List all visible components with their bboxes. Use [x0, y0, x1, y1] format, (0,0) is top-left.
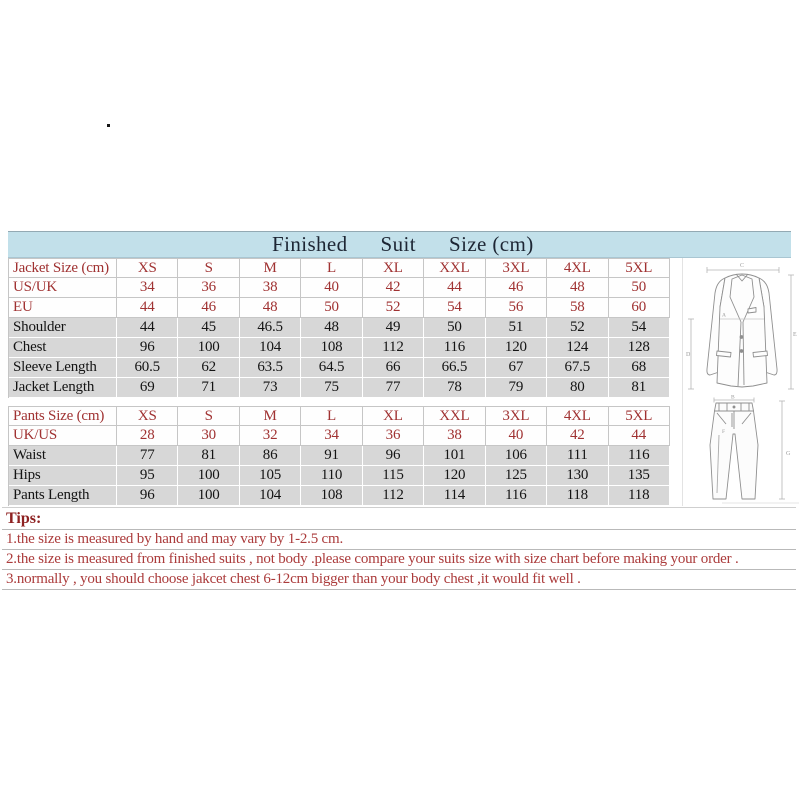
tip-item: 3.normally , you should choose jakcet chest 6-12cm bigger than your body chest ,it would fit well .: [2, 570, 796, 590]
pants-line-drawing-icon: [687, 393, 799, 509]
row-label: Pants Length: [9, 486, 117, 506]
table-cell: 112: [363, 486, 424, 506]
table-cell: 80: [547, 378, 608, 398]
table-cell: 75: [301, 378, 362, 398]
title-word: Finished: [272, 232, 348, 256]
jacket-size-table: [8, 258, 670, 398]
table-cell: 116: [424, 338, 485, 358]
table-cell: 60: [609, 298, 670, 318]
table-cell: 50: [609, 278, 670, 298]
table-cell: 34: [117, 278, 178, 298]
table-cell: 100: [178, 338, 239, 358]
table-cell: 100: [178, 466, 239, 486]
table-cell: 78: [424, 378, 485, 398]
table-cell: 66.5: [424, 358, 485, 378]
table-cell: 110: [301, 466, 362, 486]
table-cell: 30: [178, 426, 239, 446]
table-row: [9, 486, 670, 506]
row-label: US/UK: [9, 278, 117, 298]
table-cell: 42: [547, 426, 608, 446]
jacket-length-label: E: [793, 332, 797, 338]
table-cell: 96: [117, 486, 178, 506]
table-cell: 100: [178, 486, 239, 506]
suit-jacket-line-drawing-icon: [686, 259, 798, 396]
table-cell: 77: [363, 378, 424, 398]
jacket-shoulder-label: C: [740, 263, 745, 269]
table-cell: 40: [301, 278, 362, 298]
pants-length-label: G: [786, 451, 791, 457]
table-cell: 46: [178, 298, 239, 318]
table-cell: 4XL: [547, 258, 608, 278]
table-cell: 54: [424, 298, 485, 318]
table-cell: 28: [117, 426, 178, 446]
table-cell: 40: [486, 426, 547, 446]
table-cell: 44: [117, 298, 178, 318]
table-row: [9, 258, 670, 278]
table-row: [9, 378, 670, 398]
table-cell: 5XL: [609, 406, 670, 426]
table-cell: S: [178, 258, 239, 278]
table-cell: 86: [240, 446, 301, 466]
table-cell: 112: [363, 338, 424, 358]
table-cell: 115: [363, 466, 424, 486]
illustration-column-divider: [682, 258, 683, 506]
row-label: Jacket Length: [9, 378, 117, 398]
table-cell: 118: [547, 486, 608, 506]
jacket-chest-label: A: [722, 312, 726, 319]
title-word: Size (cm): [449, 232, 534, 256]
table-cell: 77: [117, 446, 178, 466]
table-cell: 116: [609, 446, 670, 466]
table-cell: 42: [363, 278, 424, 298]
table-cell: S: [178, 406, 239, 426]
table-row: [9, 406, 670, 426]
table-cell: XXL: [424, 258, 485, 278]
table-cell: 135: [609, 466, 670, 486]
image-speck: [107, 124, 110, 127]
table-cell: 36: [178, 278, 239, 298]
tips-heading: Tips:: [2, 507, 796, 530]
table-cell: 52: [363, 298, 424, 318]
title-word: Suit: [380, 232, 416, 256]
table-cell: 64.5: [301, 358, 362, 378]
table-cell: 125: [486, 466, 547, 486]
pants-waist-label: B: [731, 394, 735, 401]
size-chart-title-bar: [8, 232, 791, 258]
table-cell: 38: [424, 426, 485, 446]
table-cell: 4XL: [547, 406, 608, 426]
table-cell: 56: [486, 298, 547, 318]
table-cell: 5XL: [609, 258, 670, 278]
table-cell: 3XL: [486, 406, 547, 426]
table-cell: XL: [363, 406, 424, 426]
row-label: Shoulder: [9, 318, 117, 338]
row-label: Waist: [9, 446, 117, 466]
pants-pocket-label: F: [722, 429, 726, 435]
table-cell: 104: [240, 486, 301, 506]
table-cell: 34: [301, 426, 362, 446]
table-cell: 79: [486, 378, 547, 398]
table-cell: 63.5: [240, 358, 301, 378]
tips-section: [2, 507, 796, 590]
table-cell: 71: [178, 378, 239, 398]
table-cell: 69: [117, 378, 178, 398]
table-cell: 51: [486, 318, 547, 338]
table-row: [9, 466, 670, 486]
table-cell: 67: [486, 358, 547, 378]
table-cell: 101: [424, 446, 485, 466]
table-row: [9, 358, 670, 378]
table-cell: 95: [117, 466, 178, 486]
table-cell: 68: [609, 358, 670, 378]
table-cell: 128: [609, 338, 670, 358]
table-cell: 54: [609, 318, 670, 338]
table-cell: 44: [424, 278, 485, 298]
table-cell: 130: [547, 466, 608, 486]
table-cell: XXL: [424, 406, 485, 426]
tip-item: 1.the size is measured by hand and may vary by 1-2.5 cm.: [2, 530, 796, 550]
table-cell: XS: [117, 406, 178, 426]
table-cell: 120: [486, 338, 547, 358]
table-cell: 73: [240, 378, 301, 398]
table-cell: 67.5: [547, 358, 608, 378]
table-cell: 50: [424, 318, 485, 338]
table-cell: 106: [486, 446, 547, 466]
table-cell: M: [240, 406, 301, 426]
table-cell: M: [240, 258, 301, 278]
table-cell: 118: [609, 486, 670, 506]
tip-item: 2.the size is measured from finished suits , not body .please compare your suits size with size chart before making your order .: [2, 550, 796, 570]
table-cell: 44: [117, 318, 178, 338]
table-cell: L: [301, 258, 362, 278]
table-cell: 96: [117, 338, 178, 358]
row-label: EU: [9, 298, 117, 318]
tips-list: [2, 530, 796, 590]
table-cell: 96: [363, 446, 424, 466]
table-cell: 48: [240, 298, 301, 318]
table-cell: L: [301, 406, 362, 426]
jacket-left-label: D: [686, 352, 691, 358]
table-cell: 81: [178, 446, 239, 466]
table-row: [9, 446, 670, 466]
page-title: [272, 232, 534, 257]
table-cell: 46: [486, 278, 547, 298]
row-label: UK/US: [9, 426, 117, 446]
table-cell: 62: [178, 358, 239, 378]
table-cell: XS: [117, 258, 178, 278]
table-cell: 38: [240, 278, 301, 298]
table-cell: 91: [301, 446, 362, 466]
table-row: [9, 278, 670, 298]
table-row: [9, 338, 670, 358]
table-cell: 49: [363, 318, 424, 338]
table-cell: 44: [609, 426, 670, 446]
table-cell: 111: [547, 446, 608, 466]
table-cell: 36: [363, 426, 424, 446]
pants-size-table: [8, 406, 670, 506]
table-cell: 60.5: [117, 358, 178, 378]
table-cell: 66: [363, 358, 424, 378]
table-cell: 50: [301, 298, 362, 318]
table-cell: 105: [240, 466, 301, 486]
table-cell: 81: [609, 378, 670, 398]
row-label: Pants Size (cm): [9, 406, 117, 426]
table-cell: 120: [424, 466, 485, 486]
row-label: Sleeve Length: [9, 358, 117, 378]
table-cell: 32: [240, 426, 301, 446]
table-cell: XL: [363, 258, 424, 278]
table-cell: 45: [178, 318, 239, 338]
table-cell: 3XL: [486, 258, 547, 278]
table-row: [9, 298, 670, 318]
table-cell: 58: [547, 298, 608, 318]
row-label: Chest: [9, 338, 117, 358]
table-cell: 48: [547, 278, 608, 298]
table-cell: 108: [301, 486, 362, 506]
table-cell: 114: [424, 486, 485, 506]
row-label: Hips: [9, 466, 117, 486]
row-label: Jacket Size (cm): [9, 258, 117, 278]
table-cell: 116: [486, 486, 547, 506]
table-cell: 48: [301, 318, 362, 338]
table-cell: 46.5: [240, 318, 301, 338]
table-cell: 52: [547, 318, 608, 338]
table-cell: 124: [547, 338, 608, 358]
table-row: [9, 426, 670, 446]
table-cell: 104: [240, 338, 301, 358]
table-cell: 108: [301, 338, 362, 358]
table-row: [9, 318, 670, 338]
